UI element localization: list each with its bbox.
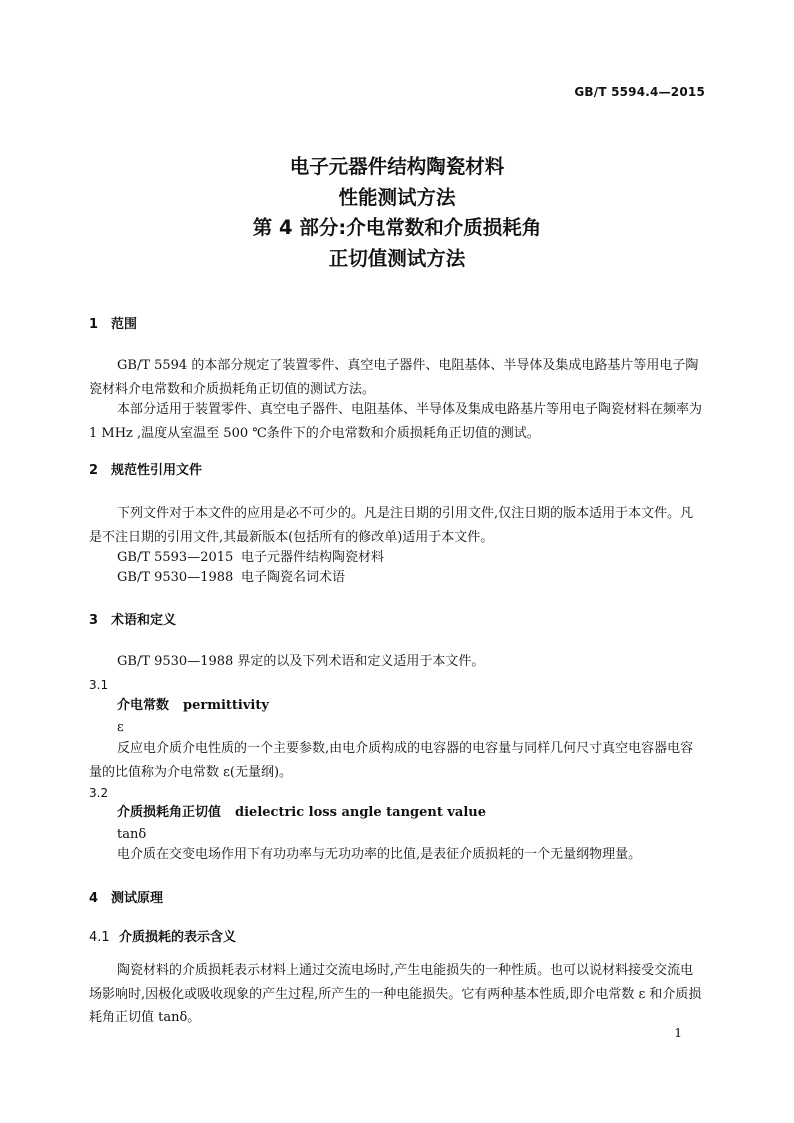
section-title: 范围 xyxy=(111,317,138,332)
paragraph-text: GB/T 5594 的本部分规定了装置零件、真空电子器件、电阻基体、半导体及集成电路基片等用电子陶瓷材料介电常数和介质损耗角正切值的测试方法。 xyxy=(89,358,699,397)
paragraph-text: 陶瓷材料的介质损耗表示材料上通过交流电场时,产生电能损失的一种性质。也可以说材料接受交流电场影响时,因极化或吸收现象的产生过程,所产生的一种电能损失。它有两种基本性质,即介电常数 ε 和介质损耗角正切值 tanδ。 xyxy=(89,963,702,1025)
section-number: 1 xyxy=(89,317,99,332)
paragraph-text: 反应电介质介电性质的一个主要参数,由电介质构成的电容器的电容量与同样几何尺寸真空电容器电容量的比值称为介电常数 ε(无量纲)。 xyxy=(89,741,694,780)
section-title: 测试原理 xyxy=(111,891,164,906)
term-heading xyxy=(117,804,486,822)
standard-number: GB/T 5594.4—2015 xyxy=(574,85,705,99)
term-definition xyxy=(89,843,706,867)
subsection-title: 介质损耗的表示含义 xyxy=(119,930,237,945)
term-number: 3.2 xyxy=(89,786,109,800)
reference-code: GB/T 5593—2015 xyxy=(117,550,234,565)
section-title: 规范性引用文件 xyxy=(111,463,203,478)
terms-intro: GB/T 9530—1988 界定的以及下列术语和定义适用于本文件。 xyxy=(117,654,485,669)
term-chinese: 介质损耗角正切值 xyxy=(117,805,222,820)
term-symbol: tanδ xyxy=(117,827,147,842)
term-number: 3.1 xyxy=(89,678,109,692)
reference-title: 电子元器件结构陶瓷材料 xyxy=(241,550,385,565)
reference-item xyxy=(117,569,345,587)
principle-paragraph xyxy=(89,959,706,1030)
subsection-heading xyxy=(89,929,236,947)
term-heading xyxy=(117,697,269,715)
section-heading-scope xyxy=(89,316,137,334)
section-number: 4 xyxy=(89,891,99,906)
term-english: permittivity xyxy=(183,698,269,713)
paragraph-text: 本部分适用于装置零件、真空电子器件、电阻基体、半导体及集成电路基片等用电子陶瓷材料在频率为 1 MHz ,温度从室温至 500 ℃条件下的介电常数和介质损耗角正切值的测试。 xyxy=(89,402,703,441)
page-number: 1 xyxy=(674,1026,682,1040)
scope-paragraph-1 xyxy=(89,354,706,401)
paragraph-text: 电介质在交变电场作用下有功功率与无功功率的比值,是表征介质损耗的一个无量纲物理量。 xyxy=(117,847,642,862)
scope-paragraph-2 xyxy=(89,398,706,445)
reference-title: 电子陶瓷名词术语 xyxy=(241,570,346,585)
title-line: 第 4 部分:介电常数和介质损耗角 xyxy=(252,216,542,239)
section-heading-normative-references xyxy=(89,462,202,480)
section-heading-test-principle xyxy=(89,890,163,908)
paragraph-text: 下列文件对于本文件的应用是必不可少的。凡是注日期的引用文件,仅注日期的版本适用于本文件。凡是不注日期的引用文件,其最新版本(包括所有的修改单)适用于本文件。 xyxy=(89,506,694,545)
term-english: dielectric loss angle tangent value xyxy=(235,805,487,820)
title-line: 性能测试方法 xyxy=(338,185,456,209)
subsection-number: 4.1 xyxy=(89,930,110,945)
section-title: 术语和定义 xyxy=(111,613,177,628)
references-paragraph xyxy=(89,502,706,549)
term-definition xyxy=(89,737,706,784)
title-line: 电子元器件结构陶瓷材料 xyxy=(289,155,505,178)
term-symbol: ε xyxy=(117,720,124,735)
section-number: 3 xyxy=(89,613,99,628)
title-line: 正切值测试方法 xyxy=(328,246,466,270)
section-number: 2 xyxy=(89,463,99,478)
reference-code: GB/T 9530—1988 xyxy=(117,570,234,585)
document-title xyxy=(0,152,794,274)
section-heading-terms xyxy=(89,612,176,630)
reference-item xyxy=(117,549,384,567)
term-chinese: 介电常数 xyxy=(117,698,170,713)
